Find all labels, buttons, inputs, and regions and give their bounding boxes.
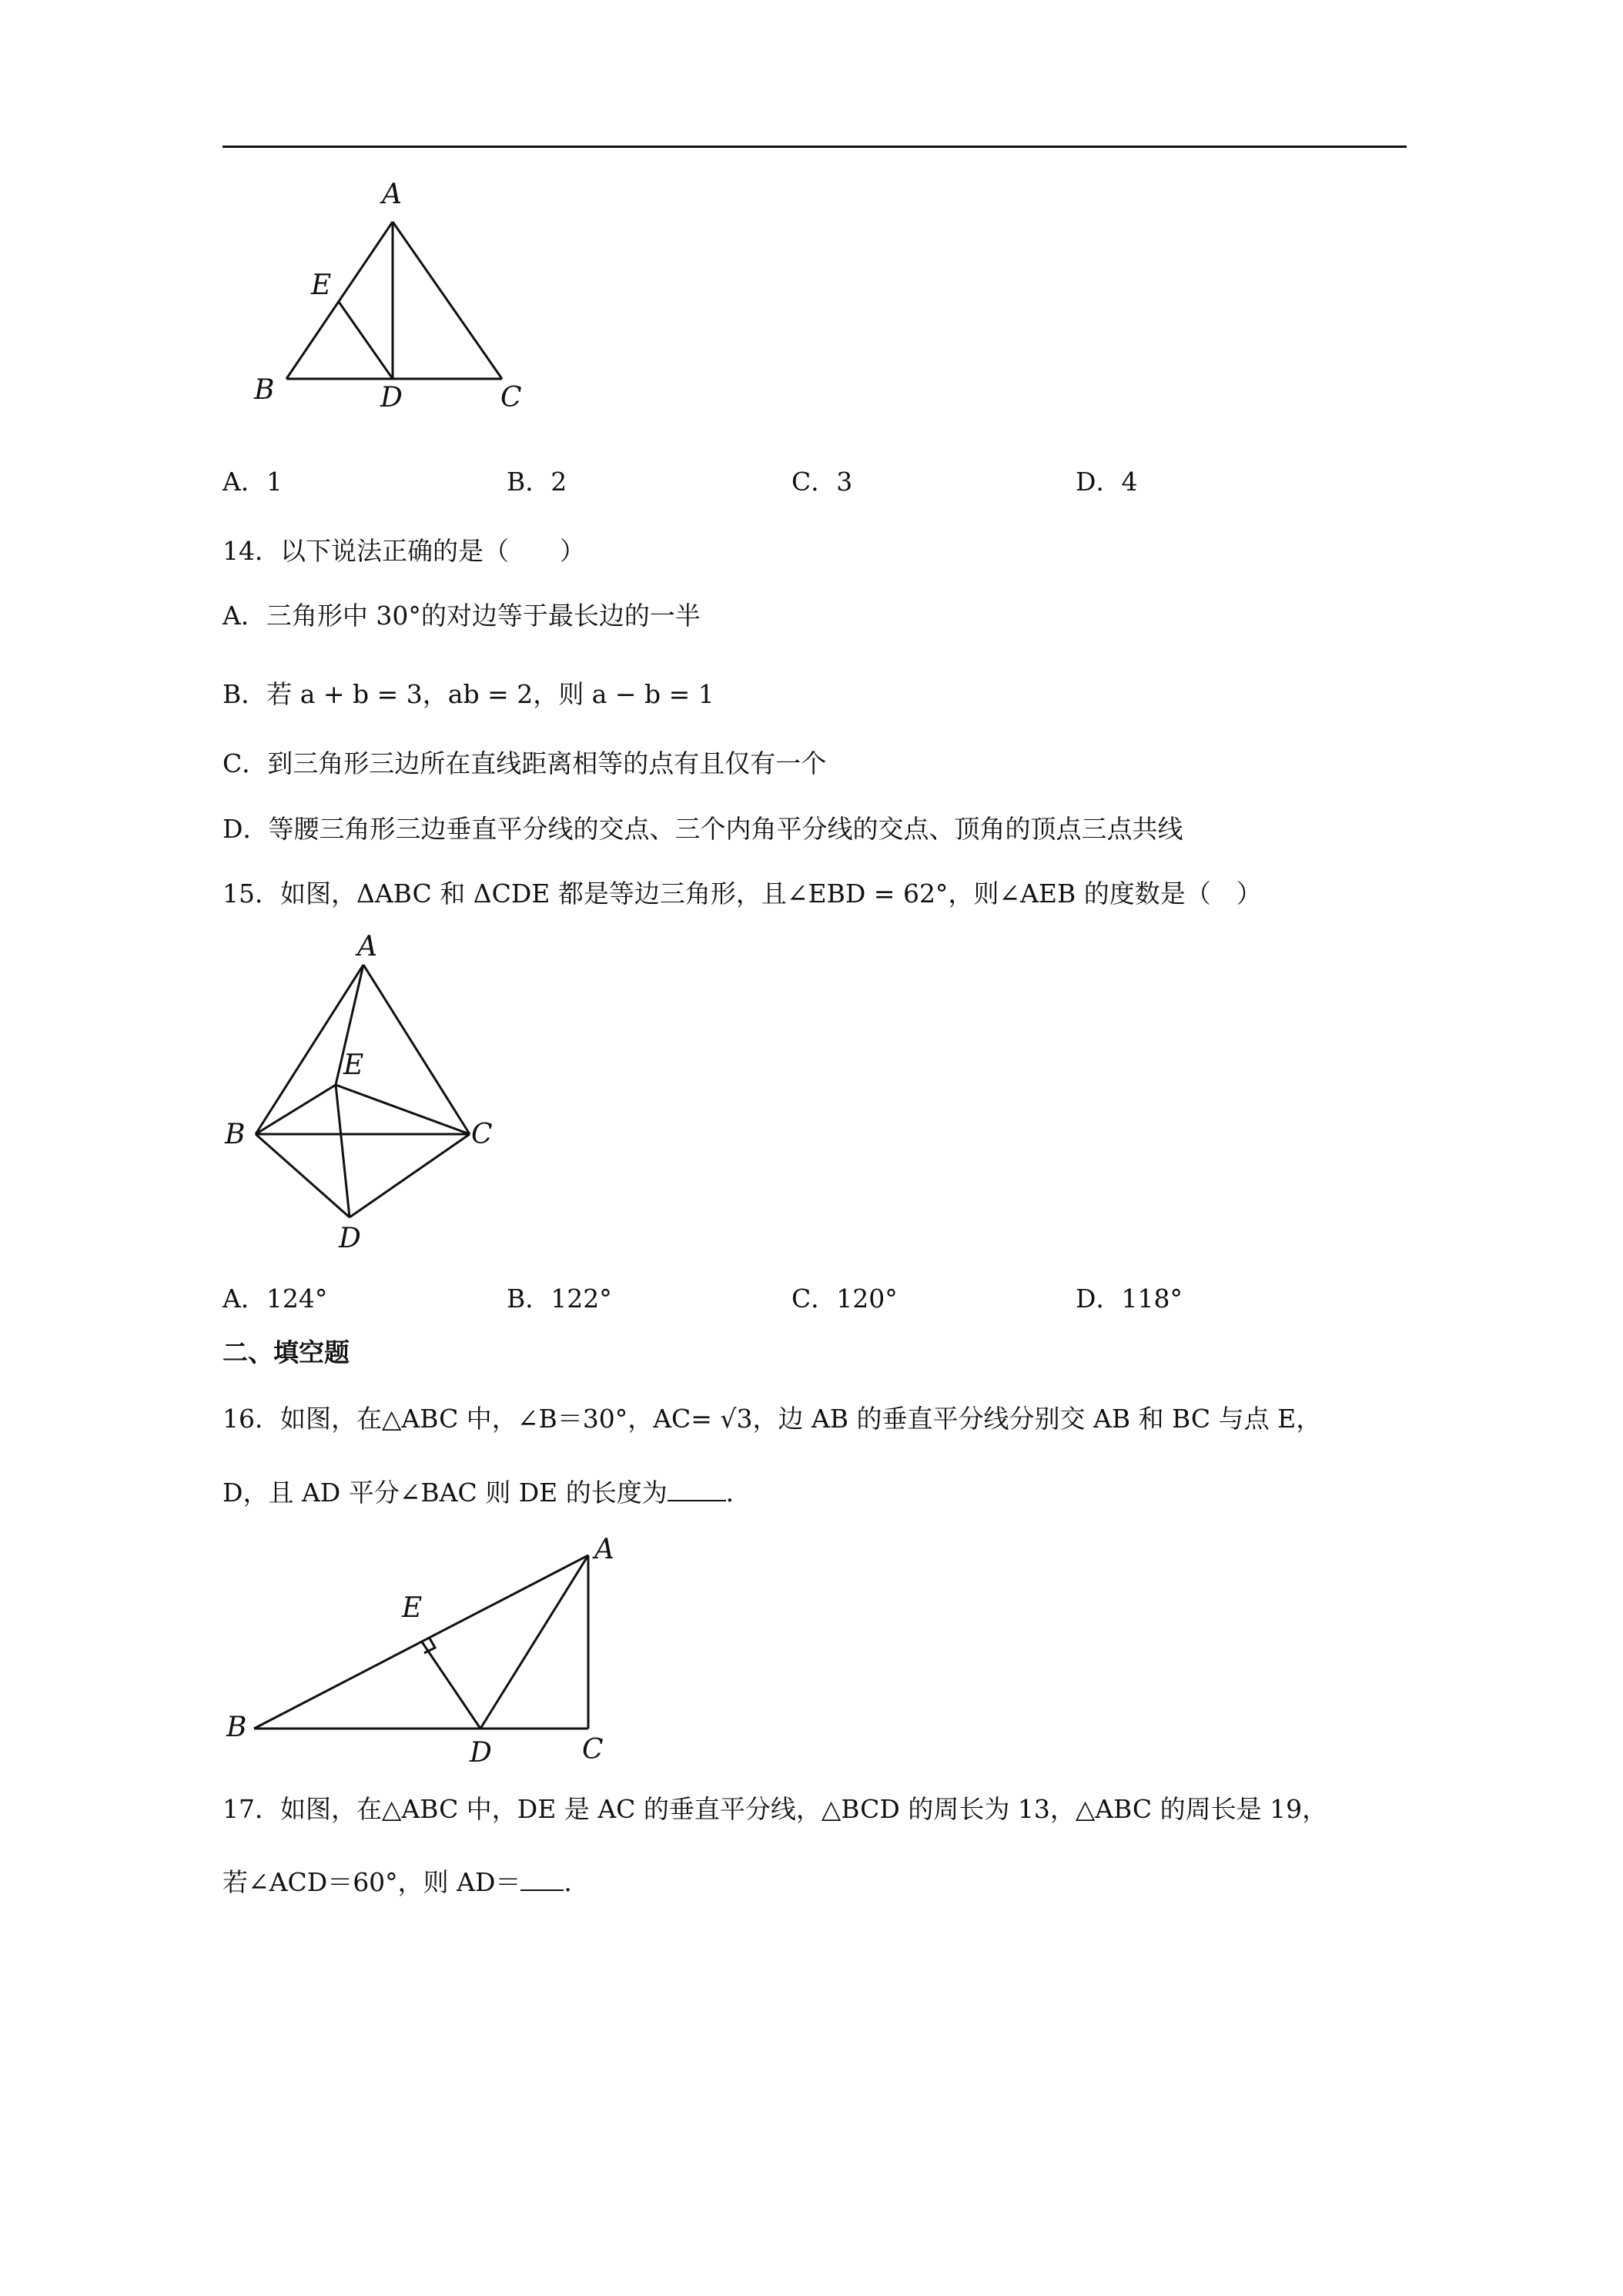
q16-answer-blank[interactable] [668, 1477, 726, 1501]
figure-q13-triangle [246, 169, 554, 416]
fig13-label-b: B [254, 374, 275, 406]
q16-line-1: 16．如图，在△ABC 中，∠B＝30°，AC= √3，边 AB 的垂直平分线分别交 AB 和 BC 与点 E， [223, 1404, 1322, 1434]
header-rule [223, 146, 1407, 148]
q13-option-d: D．4 [1076, 467, 1138, 497]
fig13-label-a: A [382, 179, 402, 210]
q17-answer-blank[interactable] [520, 1866, 564, 1891]
q15-option-a: A．124° [223, 1284, 328, 1314]
q17-line-2-end: ． [564, 1867, 590, 1897]
figure-q15-triangles [216, 920, 508, 1259]
section-title-fill-in: 二、填空题 [223, 1337, 350, 1367]
q16-line-2 [223, 1477, 751, 1508]
fig15-label-b: B [225, 1119, 246, 1150]
fig15-label-a: A [357, 931, 377, 962]
q16-line-2-text: D，且 AD 平分∠BAC 则 DE 的长度为 [223, 1478, 668, 1508]
q13-option-c: C．3 [791, 467, 853, 497]
q14-stem: 14．以下说法正确的是（ ） [223, 536, 585, 566]
fig15-label-d: D [339, 1223, 361, 1254]
fig15-label-c: C [471, 1119, 493, 1150]
fig15-label-e: E [343, 1049, 364, 1081]
fig13-label-e: E [311, 269, 332, 301]
q15-option-c: C．120° [791, 1284, 898, 1314]
fig16-label-c: C [582, 1734, 604, 1766]
fig16-label-d: D [470, 1737, 492, 1769]
q15-option-d: D．118° [1076, 1284, 1183, 1314]
q15-option-b: B．122° [507, 1284, 612, 1314]
figure-q16-right-triangle [216, 1532, 631, 1771]
q13-option-a: A．1 [223, 467, 283, 497]
fig16-label-e: E [402, 1592, 423, 1624]
q17-line-2 [223, 1866, 589, 1898]
q13-option-b: B．2 [507, 467, 567, 497]
q14-option-a: A．三角形中 30°的对边等于最长边的一半 [223, 601, 701, 631]
q16-line-2-end: ． [725, 1478, 751, 1508]
q17-line-2-text: 若∠ACD＝60°，则 AD＝ [223, 1867, 521, 1897]
fig16-label-a: A [594, 1534, 614, 1565]
q14-option-b: B．若 a + b = 3，ab = 2，则 a − b = 1 [223, 679, 714, 709]
fig16-label-b: B [226, 1712, 247, 1743]
fig13-label-c: C [500, 382, 522, 413]
q15-stem: 15．如图，ΔABC 和 ΔCDE 都是等边三角形，且∠EBD = 62°，则∠AEB 的度数是（ ） [223, 879, 1262, 909]
fig13-label-d: D [380, 382, 403, 413]
q14-option-c: C．到三角形三边所在直线距离相等的点有且仅有一个 [223, 748, 827, 778]
q17-line-1: 17．如图，在△ABC 中，DE 是 AC 的垂直平分线，△BCD 的周长为 13，△ABC 的周长是 19， [223, 1794, 1328, 1824]
q14-option-d: D．等腰三角形三边垂直平分线的交点、三个内角平分线的交点、顶角的顶点三点共线 [223, 814, 1183, 844]
